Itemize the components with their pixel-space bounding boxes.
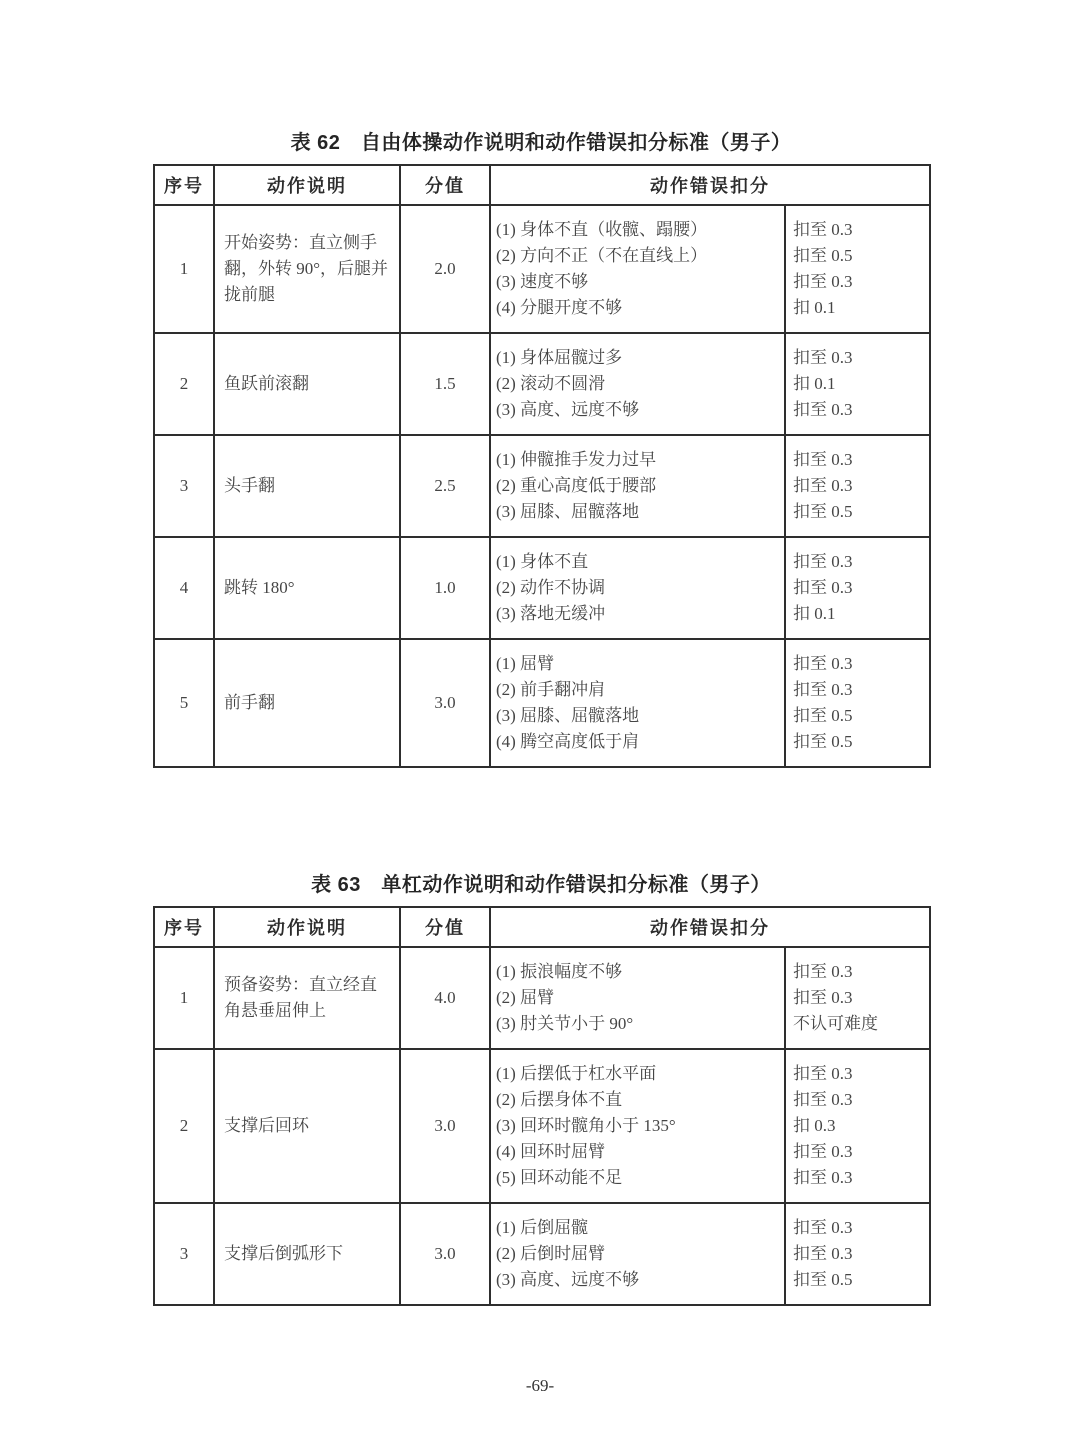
deduction-list: [785, 1049, 930, 1203]
row-index: 3: [154, 435, 214, 537]
column-header-index: 序号: [154, 907, 214, 947]
deduction-item: 扣至 0.5: [793, 706, 853, 725]
row-index: 2: [154, 333, 214, 435]
column-header-errors: 动作错误扣分: [490, 907, 930, 947]
table-section: [153, 868, 929, 1306]
score-value: 3.0: [400, 1203, 490, 1305]
column-header-action: 动作说明: [214, 165, 400, 205]
deduction-item: 扣至 0.3: [793, 348, 853, 367]
tables-container: [153, 126, 929, 1306]
table-row: [154, 1049, 930, 1203]
error-list: [490, 639, 785, 767]
row-index: 1: [154, 947, 214, 1049]
row-index: 3: [154, 1203, 214, 1305]
deduction-item: 扣 0.1: [793, 604, 836, 623]
row-index: 4: [154, 537, 214, 639]
deduction-item: 扣至 0.3: [793, 1168, 853, 1187]
action-description: 支撑后倒弧形下: [214, 1203, 400, 1305]
header-row: [154, 907, 930, 947]
deduction-list: [785, 1203, 930, 1305]
error-list: [490, 1049, 785, 1203]
deduction-list: [785, 205, 930, 333]
error-item: (1) 后摆低于杠水平面: [496, 1064, 657, 1083]
score-value: 3.0: [400, 639, 490, 767]
error-item: (1) 后倒屈髋: [496, 1218, 589, 1237]
error-item: (3) 高度、远度不够: [496, 1270, 640, 1289]
deduction-item: 扣至 0.5: [793, 732, 853, 751]
column-header-score: 分值: [400, 165, 490, 205]
action-description: 开始姿势：直立侧手翻，外转 90°，后腿并拢前腿: [214, 205, 400, 333]
deduction-list: [785, 639, 930, 767]
deduction-item: 扣至 0.3: [793, 1218, 853, 1237]
error-item: (2) 前手翻冲肩: [496, 680, 606, 699]
error-item: (2) 方向不正（不在直线上）: [496, 246, 708, 265]
error-item: (2) 后倒时屈臂: [496, 1244, 606, 1263]
action-description: 头手翻: [214, 435, 400, 537]
table-row: [154, 639, 930, 767]
deduction-item: 扣至 0.3: [793, 578, 853, 597]
table-section: [153, 126, 929, 768]
error-list: [490, 333, 785, 435]
deduction-item: 扣至 0.3: [793, 400, 853, 419]
error-item: (3) 落地无缓冲: [496, 604, 606, 623]
deduction-item: 扣至 0.3: [793, 220, 853, 239]
table-row: [154, 435, 930, 537]
deduction-item: 扣至 0.3: [793, 654, 853, 673]
error-item: (1) 屈臂: [496, 654, 555, 673]
score-value: 1.5: [400, 333, 490, 435]
table-row: [154, 947, 930, 1049]
deduction-item: 扣至 0.3: [793, 476, 853, 495]
error-item: (1) 伸髋推手发力过早: [496, 450, 657, 469]
deduction-item: 扣至 0.5: [793, 502, 853, 521]
header-row: [154, 165, 930, 205]
row-index: 1: [154, 205, 214, 333]
table-body: [154, 205, 930, 767]
data-table: [153, 164, 931, 768]
deduction-item: 不认可难度: [793, 1014, 878, 1033]
deduction-list: [785, 333, 930, 435]
deduction-item: 扣至 0.3: [793, 272, 853, 291]
table-header: [154, 165, 930, 205]
error-list: [490, 947, 785, 1049]
error-item: (2) 屈臂: [496, 988, 555, 1007]
page-number: -69-: [525, 1376, 555, 1395]
deduction-list: [785, 947, 930, 1049]
table-row: [154, 1203, 930, 1305]
deduction-item: 扣 0.1: [793, 298, 836, 317]
deduction-item: 扣 0.3: [793, 1116, 836, 1135]
error-item: (3) 回环时髋角小于 135°: [496, 1116, 676, 1135]
score-value: 2.5: [400, 435, 490, 537]
error-item: (2) 后摆身体不直: [496, 1090, 623, 1109]
deduction-item: 扣至 0.3: [793, 1090, 853, 1109]
score-value: 1.0: [400, 537, 490, 639]
deduction-item: 扣至 0.5: [793, 1270, 853, 1289]
action-description: 预备姿势：直立经直角悬垂屈伸上: [214, 947, 400, 1049]
error-item: (4) 腾空高度低于肩: [496, 732, 640, 751]
deduction-item: 扣至 0.3: [793, 1244, 853, 1263]
score-value: 4.0: [400, 947, 490, 1049]
table-title: 表 63 单杠动作说明和动作错误扣分标准（男子）: [311, 874, 771, 896]
column-header-index: 序号: [154, 165, 214, 205]
error-item: (2) 滚动不圆滑: [496, 374, 606, 393]
column-header-action: 动作说明: [214, 907, 400, 947]
error-item: (4) 回环时屈臂: [496, 1142, 606, 1161]
error-list: [490, 435, 785, 537]
table-body: [154, 947, 930, 1305]
deduction-list: [785, 435, 930, 537]
error-item: (3) 肘关节小于 90°: [496, 1014, 634, 1033]
deduction-item: 扣至 0.3: [793, 552, 853, 571]
action-description: 跳转 180°: [214, 537, 400, 639]
deduction-item: 扣至 0.3: [793, 962, 853, 981]
column-header-errors: 动作错误扣分: [490, 165, 930, 205]
error-item: (3) 高度、远度不够: [496, 400, 640, 419]
row-index: 2: [154, 1049, 214, 1203]
score-value: 3.0: [400, 1049, 490, 1203]
error-list: [490, 537, 785, 639]
deduction-item: 扣至 0.3: [793, 450, 853, 469]
action-description: 前手翻: [214, 639, 400, 767]
error-item: (5) 回环动能不足: [496, 1168, 623, 1187]
error-item: (1) 振浪幅度不够: [496, 962, 623, 981]
deduction-item: 扣至 0.5: [793, 246, 853, 265]
table-row: [154, 333, 930, 435]
error-item: (2) 重心高度低于腰部: [496, 476, 657, 495]
table-row: [154, 537, 930, 639]
score-value: 2.0: [400, 205, 490, 333]
deduction-item: 扣 0.1: [793, 374, 836, 393]
error-item: (1) 身体屈髋过多: [496, 348, 623, 367]
table-row: [154, 205, 930, 333]
table-header: [154, 907, 930, 947]
error-list: [490, 205, 785, 333]
row-index: 5: [154, 639, 214, 767]
table-title: 表 62 自由体操动作说明和动作错误扣分标准（男子）: [290, 132, 792, 154]
action-description: 鱼跃前滚翻: [214, 333, 400, 435]
error-item: (3) 屈膝、屈髋落地: [496, 502, 640, 521]
data-table: [153, 906, 931, 1306]
deduction-item: 扣至 0.3: [793, 988, 853, 1007]
error-item: (2) 动作不协调: [496, 578, 606, 597]
deduction-item: 扣至 0.3: [793, 1142, 853, 1161]
error-item: (1) 身体不直（收髋、蹋腰）: [496, 220, 708, 239]
error-item: (3) 速度不够: [496, 272, 589, 291]
error-item: (1) 身体不直: [496, 552, 589, 571]
error-list: [490, 1203, 785, 1305]
deduction-item: 扣至 0.3: [793, 680, 853, 699]
action-description: 支撑后回环: [214, 1049, 400, 1203]
deduction-list: [785, 537, 930, 639]
deduction-item: 扣至 0.3: [793, 1064, 853, 1083]
error-item: (4) 分腿开度不够: [496, 298, 623, 317]
error-item: (3) 屈膝、屈髋落地: [496, 706, 640, 725]
column-header-score: 分值: [400, 907, 490, 947]
